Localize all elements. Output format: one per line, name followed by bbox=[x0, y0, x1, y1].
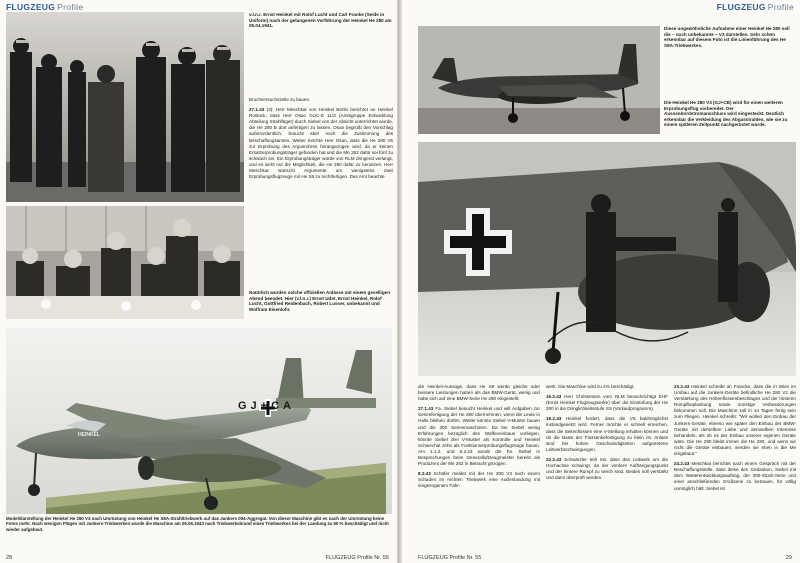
side-photo-caption: Diese ungewöhnliche Aufnahme einer Heinkel He 280 soll die – noch unbekannte – V3 darstellen. Sehr schön erkennbar auf diesem Foto ist die Linienführung des He S8A-Triebwerkes. bbox=[664, 26, 790, 48]
officers-group-photo bbox=[6, 12, 244, 202]
intro-paragraph: Bruchversuchszelle zu bauen. bbox=[249, 97, 311, 102]
entry-1-text: (3): Herr Meschkat von Heinkel Berlin berichtet an Heinkel Rostock, dass Herr Osan GUC-E 11/3 (Amtsgruppe Entwicklung Abteilung Strahlfüger) durch Siebel von der Absicht unterrichtet wurde, die He 280 B dort anfertigen zu lassen. Osan begrüßt den Vorschlag außerordentlich, braucht aber noch die Zustimmung des Beschaffungsamtes. Weiter möchte Herr Osan, dass die He 280 V5 zur Erprobung des Argusrohres herangezogen wird, da er keinen Ersatzerprobungsträger gefunden hat und die Me 262 dafür sei fünf zu schwach sei. Ein Erprobungsträger würde von RLM dringend verlangt, und es sieht nur die Möglichkeit, die He 280 dafür zu benutzen. Herr Meschkat wünscht Argumente um wenigstens zwei Erprobungsflugzeuge mit He S8 zu rechtfertigen. Das Amt beachte bbox=[249, 107, 393, 180]
logo-brand-right: FLUGZEUG bbox=[716, 2, 766, 12]
dinner-photo bbox=[6, 206, 244, 319]
page-number-right: 29 bbox=[785, 555, 792, 561]
col3-entry-1 bbox=[674, 384, 796, 457]
model-aircraft-photo bbox=[6, 328, 392, 514]
entry-1-date: 27.1.43 bbox=[249, 107, 265, 113]
model-nose-text: HEINKEL bbox=[78, 432, 100, 438]
col2-opening: werk. Die Maschine wird zu 4% beschädigt. bbox=[546, 384, 635, 389]
col1-entry-2 bbox=[418, 471, 540, 489]
col2-entry-2 bbox=[546, 416, 668, 453]
col3-entry-2-date: 24.2.43 bbox=[674, 461, 690, 467]
model-registration-code: GJ+CA bbox=[238, 400, 295, 412]
col2-entry-3-date: 22.2.43 bbox=[546, 456, 562, 462]
magazine-logo-right bbox=[717, 2, 794, 12]
col3-entry-2-text: Meschkat berichtet nach einem Gespräch mit der Beschaffungsstelle, dass diese den Gedanken, Siebel mit dem Weiterentwicklungsauftrag, der 300-Stück-Serie und einer anschließenden Großserie zu betrauen, für völlig unmöglich hält. Siebel ist bbox=[674, 461, 797, 491]
col1-entry-1-text: Fa. Siebel besucht Heinkel und will Aufgaben zur Serienfertigung der He 280 übernehmen, wenn die Leute in Halle bleiben dürfen. Weiter könnte Siebel V-Muster bauen und die 300 Serienmaschinen. Da bei Siebel wenig Erfahrungen bezüglich des Waffeneinbaus vorliegen, könnte Siebel drei V-Muster als Kontrolle und Heinkel Schwechat zehn als Funktionserprobungsflugzeuge bauen. Am 1.1.2. und 5.3.43 wurde die Fa. Siebel in Besprechungen beim Generalluftzeugmeister bereits als Produzent der Me 262 in Betracht gezogen. bbox=[418, 406, 541, 467]
right-column-1 bbox=[418, 384, 540, 494]
page-number-left: 28 bbox=[6, 555, 13, 561]
magazine-footer-right: FLUGZEUG Profile Nr. 55 bbox=[418, 555, 482, 561]
col2-entry-3 bbox=[546, 457, 668, 481]
col3-entry-1-date: 23.2.43 bbox=[674, 384, 690, 389]
right-page bbox=[402, 0, 800, 563]
left-body-text bbox=[249, 97, 393, 184]
model-photo-caption: Modelldarstellung der Heinkel He 280 V3 nach Umrüstung von Heinkel He S8A-Strahltriebwerk auf das Junkers 004-Aggregat. Von dieser Maschine gibt es nach der Umrüstung keine Fotos mehr. Nach wenigen Flügen mit Junkers-Triebwerken wurde die Maschine am 26.06.1943 nach Triebwerksbrand eines Triebwerkes bei der Landung zu 60 % beschädigt und nicht wieder aufgebaut. bbox=[6, 516, 389, 532]
col1-entry-2-date: 8.2.43 bbox=[418, 471, 431, 477]
col1-entry-1 bbox=[418, 406, 540, 467]
he280-side-photo bbox=[418, 26, 660, 134]
ground-photo-caption: Die Heinkel He 280 V3 (GJ+CB) wird für einen weiteren Erprobungsflug vorbereitet. Der Aussenbordstromanschluss wird eingesteckt. Deutlich erkennbar die Verkleidung des Abgasstrahles, wie sie zu einem späteren Zeitpunkt nachgerüstet wurde. bbox=[664, 100, 788, 128]
magazine-logo bbox=[6, 2, 83, 12]
col3-entry-1-text: Heinkel schreibt an Francke, dass die in Wien im Umbau auf die Junkers-Geräte befindliche He 280 V2 die Verstärkung des Höhenflossenbeschlages und der hinteren Rumpfbeplankung sowie sonstige Verbesserungen bekommen soll. Die Maschine soll in 14 Tagen fertig sein zum Fliegen. Heinkel schreibt: "Wir wollen den Einbau der Junkers-Geräte, ebenso wie später den Einbau der BMW-Geräte mit derselben Liebe und demselben Interesse behandeln, als ob es der Einbau unserer eigenen Geräte wäre. Die He 280 bleibt immer die He 280, und wenn wir nicht die Geräte einbauen, werden sie eben in die Me eingebaut." bbox=[674, 384, 796, 457]
left-page bbox=[0, 0, 398, 563]
logo-sub-right: Profile bbox=[767, 2, 794, 12]
col2-entry-2-date: 18.2.43 bbox=[546, 416, 562, 422]
col2-entry-1 bbox=[546, 394, 668, 412]
logo-brand: FLUGZEUG bbox=[6, 2, 56, 12]
he280-ground-crew-photo bbox=[418, 142, 796, 376]
col1-opening: die Heinkel-Aussage, dass He S8 werde gleiche oder bessere Leistungen haben als das BMW-Gerät, wenig und habe sich auf eine BMW-Serie He 280 eingestellt. bbox=[418, 384, 540, 402]
magazine-footer-left: FLUGZEUG Profile Nr. 55 bbox=[325, 555, 389, 561]
officers-photo-caption: v.l.n.r. Ernst Heinkel mit Rolof Lucht und Carl Franke (Seide in Uniform) nach der gelungenen Vorführung der Heinkel He 280 am 05.04.1941. bbox=[249, 12, 392, 29]
col2-entry-2-text: Heinkel fordert, dass die V5 baldmöglichst instandgesetzt wird. Ferner möchte er schnell erreichen, dass die Seitenflossen eine V-Stellung erhalten können und ob die Basis der Flossenbefestigung zu klein ist. Anlass sind bei hohen Geschwindigkeiten aufgetretene Leitwerksschwingungen. bbox=[546, 416, 668, 452]
logo-sub: Profile bbox=[57, 2, 84, 12]
col1-entry-1-date: 27.1.43 bbox=[418, 406, 434, 412]
col2-entry-3-text: Schwärzler teilt mit, dass das Leitwerk um die Hochachse schwingt, da der vordere Aufhängungspunkt und der hintere Rumpf zu weich sind. Beides soll verstärkt und dann überprüft werden. bbox=[546, 456, 668, 481]
entry-1-paragraph bbox=[249, 107, 393, 180]
right-column-3 bbox=[674, 384, 796, 496]
dinner-photo-caption: Natürlich wurden solche offiziellen Anlässe mit einem geselligen Abend beendet. Hier (v.l.n.r.) Ernst Udet, Ernst Heinkel, Rolof Lucht, Gottfried Reidenbach, Robert Lusser, unbekannt und Wolfram Eisenlohr. bbox=[249, 290, 390, 312]
col2-entry-1-date: 16.2.43 bbox=[546, 394, 562, 400]
col2-entry-1-text: Herr Christensen vom RLM benachrichtigt EHF (Ernst Heinkel Flugzeugwerke) über die Einstufung der He 280 in die Dringlichkeitsstufe SS (Vorkaufprogramm). bbox=[546, 394, 668, 412]
col1-entry-2-text: Schäfer meldet mit der He 280 V3 nach einem Schaden im rechten Triebwerk eine Außenlandung mit eingezogenem Fahr- bbox=[418, 471, 540, 489]
right-column-2 bbox=[546, 384, 668, 485]
col3-entry-2 bbox=[674, 461, 796, 491]
